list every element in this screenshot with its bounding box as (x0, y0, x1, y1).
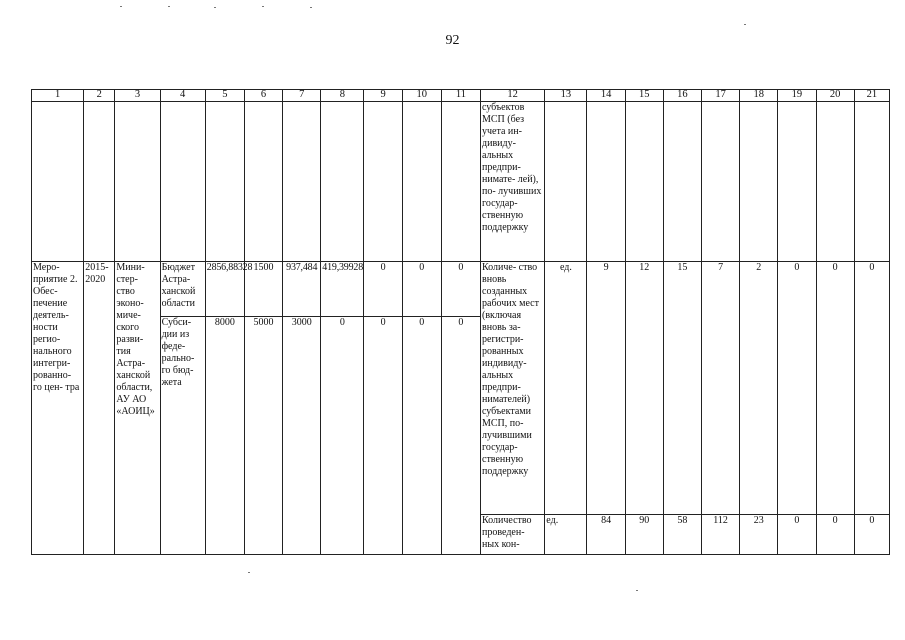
column-number: 15 (625, 90, 663, 102)
indicator-name: Количе- ство вновь созданных рабочих мест (включая вновь за- регистри- рованных индивиду- альных предпри- нимателей) субъектами МСП, по- лучившими государ- ственную поддержку (481, 262, 545, 515)
funding-source: Субси- дии из феде- рально- го бюд- жета (160, 317, 205, 555)
indicator-value: 15 (663, 262, 701, 515)
measure-executor: Мини- стер- ство эконо- миче- ского разви- тия Астра- ханской области, АУ АО «АОИЦ» (115, 262, 160, 555)
measure-name: Меро- приятие 2. Обес- печение деятель- ности регио- нального интегри- рованно- го цен- тра (32, 262, 84, 555)
measure-row-regional-budget (32, 262, 890, 317)
funding-2020: 0 (441, 262, 480, 317)
carry-over-row (32, 102, 890, 262)
indicator-value: 90 (625, 515, 663, 555)
measure-period: 2015- 2020 (84, 262, 115, 555)
indicator-value: 0 (816, 262, 854, 515)
indicator-value: 0 (778, 262, 816, 515)
scan-speck (310, 7, 312, 8)
indicator-value: 0 (816, 515, 854, 555)
indicator-value: 23 (740, 515, 778, 555)
page-number: 92 (445, 33, 460, 48)
funding-2020: 0 (441, 317, 480, 555)
funding-2019: 0 (402, 317, 441, 555)
scan-speck (214, 7, 216, 8)
column-number: 9 (364, 90, 402, 102)
funding-2015: 1500 (244, 262, 282, 317)
funding-2017: 0 (321, 317, 364, 555)
indicator-value: 7 (702, 262, 740, 515)
column-number: 20 (816, 90, 854, 102)
column-number: 4 (160, 90, 205, 102)
column-number: 18 (740, 90, 778, 102)
column-number: 6 (244, 90, 282, 102)
indicator-unit: ед. (545, 515, 587, 555)
column-number: 8 (321, 90, 364, 102)
funding-2018: 0 (364, 317, 402, 555)
funding-2016: 937,484 (283, 262, 321, 317)
funding-source: Бюджет Астра- ханской области (160, 262, 205, 317)
funding-2017: 419,39928 (321, 262, 364, 317)
column-number: 16 (663, 90, 701, 102)
funding-2015: 5000 (244, 317, 282, 555)
column-number: 14 (587, 90, 625, 102)
carry-over-indicator: субъектов МСП (без учета ин- дивиду- альных предпри- нимате- лей), по- лучивших государ- ственную поддержку (481, 102, 545, 262)
column-number: 2 (84, 90, 115, 102)
column-number: 3 (115, 90, 160, 102)
scan-speck (120, 6, 122, 7)
indicator-unit: ед. (545, 262, 587, 515)
indicator-value: 0 (854, 515, 889, 555)
column-number: 13 (545, 90, 587, 102)
indicator-value: 0 (854, 262, 889, 515)
scan-speck (248, 572, 250, 573)
funding-total: 8000 (205, 317, 244, 555)
column-number: 19 (778, 90, 816, 102)
indicator-value: 12 (625, 262, 663, 515)
measures-table (31, 89, 890, 555)
column-number: 7 (283, 90, 321, 102)
scan-speck (744, 24, 746, 25)
column-number: 17 (702, 90, 740, 102)
indicator-value: 2 (740, 262, 778, 515)
scan-speck (168, 6, 170, 7)
column-number: 5 (205, 90, 244, 102)
funding-2019: 0 (402, 262, 441, 317)
column-number: 10 (402, 90, 441, 102)
indicator-value: 84 (587, 515, 625, 555)
indicator-value: 58 (663, 515, 701, 555)
indicator-value: 0 (778, 515, 816, 555)
indicator-name: Количество проведен- ных кон- (481, 515, 545, 555)
funding-total: 2856,88328 (205, 262, 244, 317)
funding-2018: 0 (364, 262, 402, 317)
indicator-value: 9 (587, 262, 625, 515)
scan-speck (636, 590, 638, 591)
column-number-row (32, 90, 890, 102)
indicator-value: 112 (702, 515, 740, 555)
column-number: 11 (441, 90, 480, 102)
scan-speck (262, 6, 264, 7)
column-number: 12 (481, 90, 545, 102)
funding-2016: 3000 (283, 317, 321, 555)
column-number: 1 (32, 90, 84, 102)
column-number: 21 (854, 90, 889, 102)
